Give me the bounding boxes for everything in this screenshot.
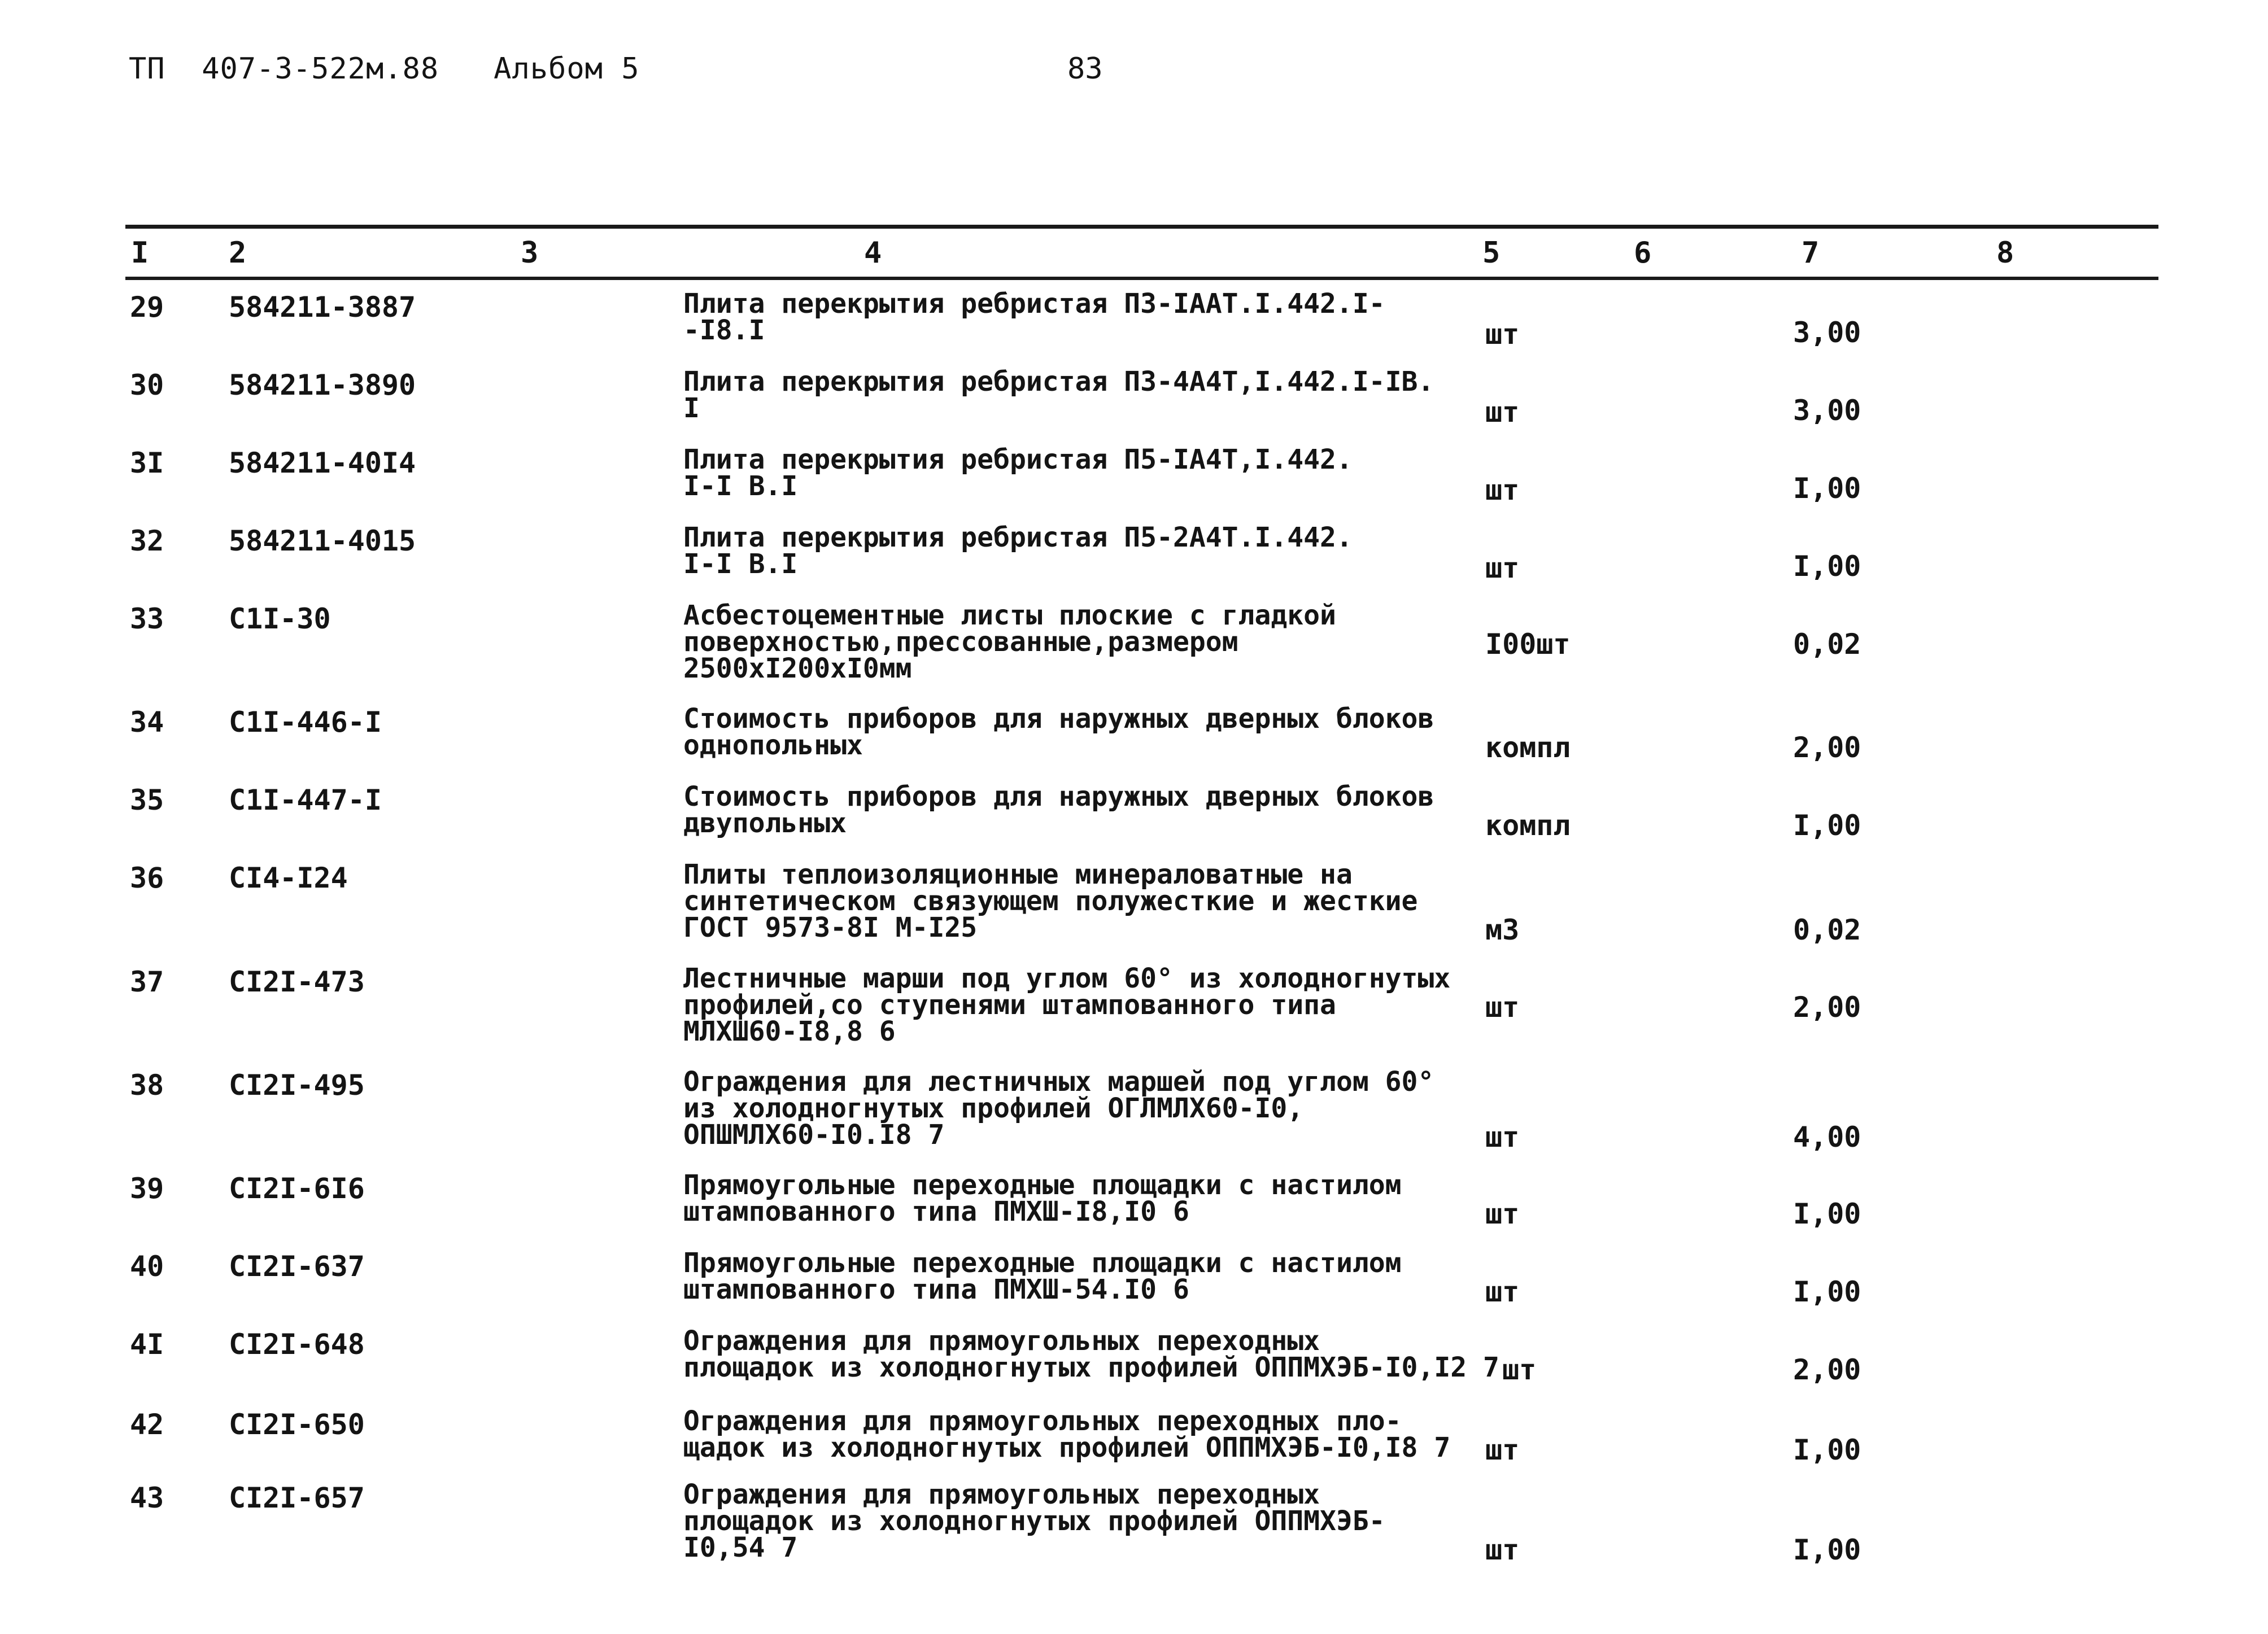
row-number: 29 — [130, 291, 164, 324]
row-description: Лестничные марши под углом 60° из холодногнутых профилей,со ступенями штампованного типа МЛХШ60-I8,8 6 — [683, 963, 1451, 1047]
row-number: 39 — [130, 1172, 164, 1205]
row-number: 36 — [130, 862, 164, 894]
row-number: 40 — [130, 1250, 164, 1283]
column-header-4: 4 — [864, 236, 882, 270]
row-number: 33 — [130, 602, 164, 635]
row-code: С1I-447-I — [229, 784, 382, 816]
row-unit: компл — [1485, 809, 1571, 842]
row-number: 30 — [130, 369, 164, 401]
row-description: Плита перекрытия ребристая ПЗ-4А4Т,I.442.I-IВ. I — [683, 366, 1434, 424]
row-code: С1I-30 — [229, 602, 331, 635]
row-unit: шт — [1485, 1434, 1520, 1466]
row-code: С1I-446-I — [229, 706, 382, 739]
row-quantity: 0,02 — [1793, 628, 1861, 661]
row-code: 584211-4015 — [229, 525, 416, 557]
row-code: 584211-40I4 — [229, 447, 416, 479]
row-description: Ограждения для лестничных маршей под углом 60° из холодногнутых профилей ОГЛМЛХ60-I0, ОПШМЛХ60-I0.I8 7 — [683, 1066, 1434, 1151]
row-code: 584211-3887 — [229, 291, 416, 324]
row-quantity: I,00 — [1793, 1275, 1861, 1308]
row-description: Ограждения для прямоугольных переходных пло- щадок из холодногнутых профилей ОППМХЭБ-I0,I8 7 — [683, 1405, 1451, 1463]
row-code: СI2I-495 — [229, 1069, 365, 1102]
row-unit: шт — [1502, 1353, 1537, 1386]
column-header-1: I — [131, 236, 149, 270]
row-unit: I00шт — [1485, 628, 1571, 661]
row-description: Стоимость приборов для наружных дверных блоков двупольных — [683, 781, 1434, 839]
row-code: СI2I-650 — [229, 1408, 365, 1441]
row-description: Плита перекрытия ребристая ПЗ-IААТ.I.442.I- -I8.I — [683, 288, 1385, 346]
row-description: Прямоугольные переходные площадки с настилом штампованного типа ПМХШ-I8,I0 6 — [683, 1169, 1402, 1227]
column-header-7: 7 — [1802, 236, 1820, 270]
row-quantity: I,00 — [1793, 809, 1861, 842]
row-unit: шт — [1485, 396, 1520, 429]
row-description: Стоимость приборов для наружных дверных блоков однопольных — [683, 703, 1434, 761]
row-unit: шт — [1485, 1198, 1520, 1230]
table-top-rule — [125, 225, 2158, 229]
row-quantity: 4,00 — [1793, 1121, 1861, 1154]
row-code: СI2I-648 — [229, 1328, 365, 1361]
table-header-rule — [125, 277, 2158, 280]
row-number: 35 — [130, 784, 164, 816]
row-quantity: 3,00 — [1793, 316, 1861, 349]
row-unit: шт — [1485, 474, 1520, 506]
row-quantity: 0,02 — [1793, 914, 1861, 946]
row-description: Асбестоцементные листы плоские с гладкой поверхностью,прессованные,размером 2500хI200хI0мм — [683, 600, 1336, 684]
row-description: Прямоугольные переходные площадки с настилом штампованного типа ПМХШ-54.I0 6 — [683, 1247, 1402, 1305]
row-quantity: 2,00 — [1793, 991, 1861, 1024]
row-unit: шт — [1485, 552, 1520, 584]
row-description: Плита перекрытия ребристая П5-2А4Т.I.442. I-I В.I — [683, 522, 1353, 580]
row-quantity: I,00 — [1793, 1198, 1861, 1230]
row-unit: шт — [1485, 1533, 1520, 1566]
row-description: Ограждения для прямоугольных переходных площадок из холодногнутых профилей ОППМХЭБ- I0,54 7 — [683, 1479, 1385, 1563]
row-quantity: 3,00 — [1793, 394, 1861, 427]
column-header-5: 5 — [1482, 236, 1501, 270]
row-number: 4I — [130, 1328, 164, 1361]
row-code: СI2I-473 — [229, 965, 365, 998]
row-quantity: I,00 — [1793, 550, 1861, 583]
row-description: Плиты теплоизоляционные минераловатные на синтетическом связующем полужесткие и жесткие ГОСТ 9573-8I М-I25 — [683, 859, 1418, 943]
row-code: СI2I-657 — [229, 1482, 365, 1514]
row-code: СI2I-637 — [229, 1250, 365, 1283]
row-number: 32 — [130, 525, 164, 557]
row-quantity: I,00 — [1793, 472, 1861, 505]
row-number: 43 — [130, 1482, 164, 1514]
row-quantity: 2,00 — [1793, 731, 1861, 764]
row-code: СI2I-6I6 — [229, 1172, 365, 1205]
column-header-2: 2 — [229, 236, 247, 270]
page-number: 83 — [1067, 52, 1103, 86]
row-unit: компл — [1485, 731, 1571, 764]
row-code: 584211-3890 — [229, 369, 416, 401]
column-header-3: 3 — [521, 236, 539, 270]
column-header-8: 8 — [1996, 236, 2014, 270]
document-reference: ТП 407-3-522м.88 Альбом 5 — [129, 52, 640, 86]
column-header-6: 6 — [1634, 236, 1652, 270]
row-unit: шт — [1485, 1275, 1520, 1308]
row-quantity: I,00 — [1793, 1533, 1861, 1566]
row-unit: м3 — [1485, 914, 1520, 946]
row-quantity: I,00 — [1793, 1434, 1861, 1466]
row-unit: шт — [1485, 991, 1520, 1024]
row-unit: шт — [1485, 1121, 1520, 1154]
row-unit: шт — [1485, 318, 1520, 351]
row-description: Плита перекрытия ребристая П5-IА4Т,I.442. I-I В.I — [683, 444, 1353, 502]
row-description: Ограждения для прямоугольных переходных площадок из холодногнутых профилей ОППМХЭБ-I0,I2 7 — [683, 1325, 1499, 1383]
row-number: 3I — [130, 447, 164, 479]
row-number: 34 — [130, 706, 164, 739]
row-number: 42 — [130, 1408, 164, 1441]
row-number: 38 — [130, 1069, 164, 1102]
row-number: 37 — [130, 965, 164, 998]
row-code: СI4-I24 — [229, 862, 348, 894]
row-quantity: 2,00 — [1793, 1353, 1861, 1386]
